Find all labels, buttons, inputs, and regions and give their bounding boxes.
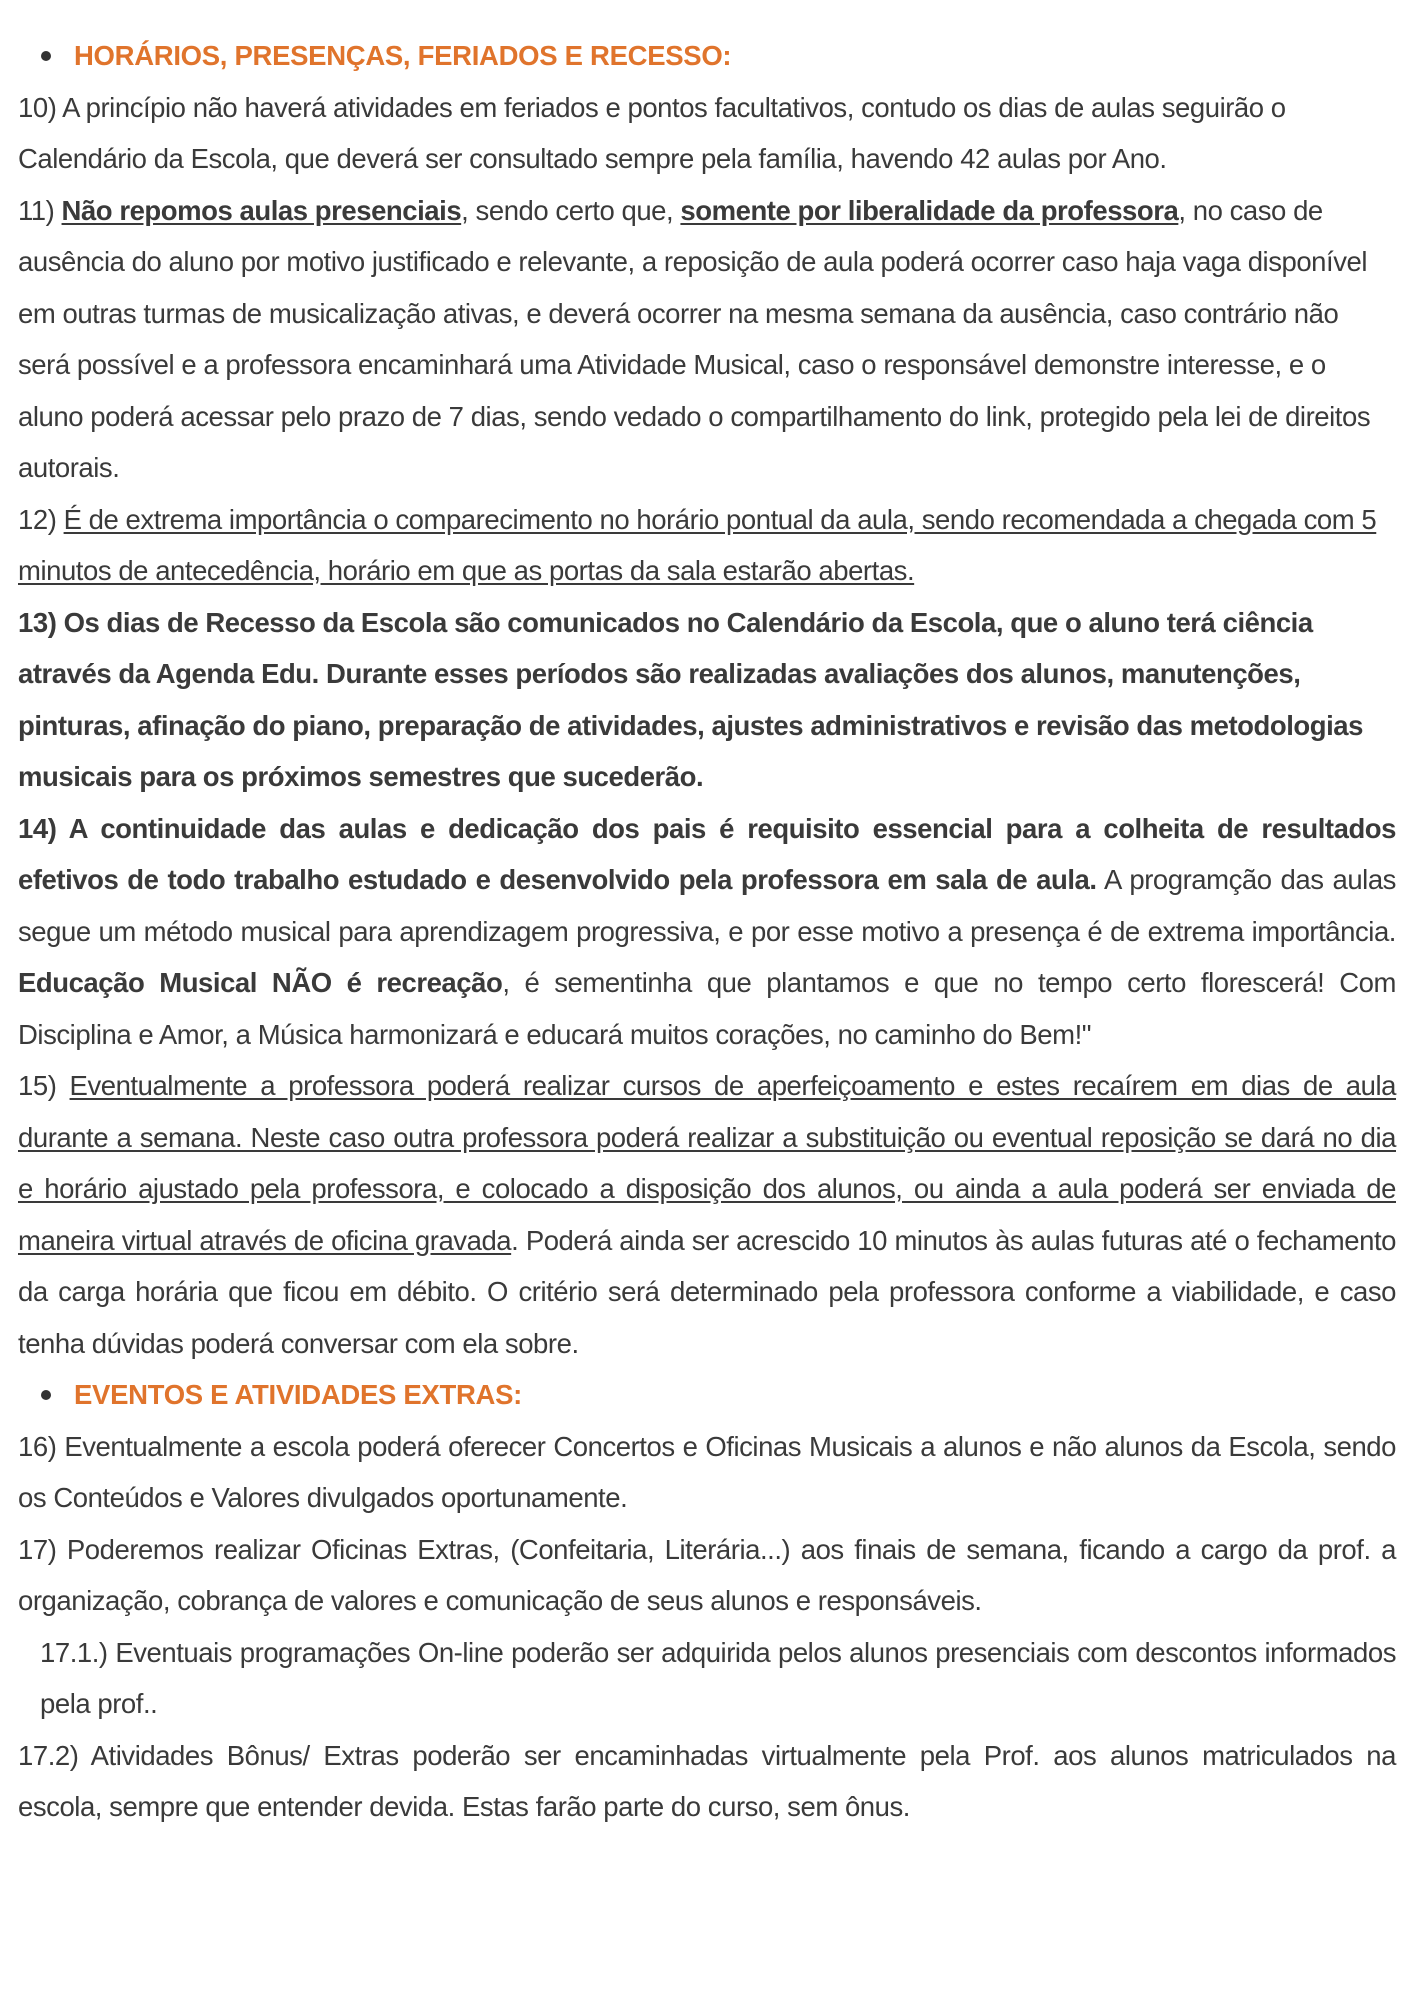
emphasis-text: Não repomos aulas presenciais [61, 194, 462, 226]
paragraph-10: 10) A princípio não haverá atividades em feriados e pontos facultativos, contudo os dias de aulas seguirão o Calendário da Escola, que deverá ser consultado sempre pela família, havendo 42 aulas por Ano. [18, 91, 1286, 174]
item-number: 15) [18, 1070, 70, 1101]
body-text: . Poderá ainda ser acrescido 10 minutos às aulas futuras até o fechamento da carga horária que ficou em débito. O critério será determinado pela professora conforme a viabilidade, e caso tenha dúvidas poderá conversar com ela sobre. [18, 1224, 1396, 1359]
body-text: , é sementinha que plantamos e que no tempo certo florescerá! Com Disciplina e Amor, a Música harmonizará e educará muitos corações, no caminho do Bem!" [18, 967, 1396, 1050]
emphasis-text: somente por liberalidade da professora [680, 194, 1179, 226]
paragraph-16: 16) Eventualmente a escola poderá oferecer Concertos e Oficinas Musicais a alunos e não alunos da Escola, sendo os Conteúdos e Valores divulgados oportunamente. [18, 1430, 1396, 1513]
paragraph-17-1: 17.1.) Eventuais programações On-line poderão ser adquirida pelos alunos presenciais com descontos informados pela prof.. [40, 1636, 1396, 1719]
item-number: 11) [18, 194, 62, 226]
section-heading-text: HORÁRIOS, PRESENÇAS, FERIADOS E RECESSO: [74, 40, 732, 71]
underlined-text: Eventualmente a professora poderá realizar cursos de aperfeiçoamento e estes recaírem em dias de aula durante a semana. Neste caso outra professora poderá realizar a substituição ou eventual reposição se dará no dia e horário ajustado pela professora, e colocado a disposição dos alunos, ou ainda a aula poderá ser enviada de maneira virtual através de oficina gravada [18, 1070, 1397, 1256]
underlined-text: É de extrema importância o comparecimento no horário pontual da aula, sendo recomendada a chegada com 5 minutos de antecedência, horário em que as portas da sala estarão abertas. [18, 503, 1377, 586]
paragraph-17-2: 17.2) Atividades Bônus/ Extras poderão ser encaminhadas virtualmente pela Prof. aos alunos matriculados na escola, sempre que entender devida. Estas farão parte do curso, sem ônus. [18, 1739, 1396, 1822]
bold-text: 14) A continuidade das aulas e dedicação dos pais é requisito essencial para a colheita de resultados efetivos de todo trabalho estudado e desenvolvido pela professora em sala de aula. [18, 812, 1396, 895]
bold-text: 13) Os dias de Recesso da Escola são comunicados no Calendário da Escola, que o aluno terá ciência através da Agenda Edu. Durante esses períodos são realizadas avaliações dos alunos, manutenções, pinturas, afinação do piano, preparação de atividades, ajustes administrativos e revisão das metodologias musicais para os próximos semestres que sucederão. [18, 606, 1363, 792]
body-text: , sendo certo que, [461, 194, 681, 226]
paragraph-17: 17) Poderemos realizar Oficinas Extras, (Confeitaria, Literária...) aos finais de semana, ficando a cargo da prof. a organização, cobrança de valores e comunicação de seus alunos e responsáveis. [18, 1533, 1396, 1616]
paragraph-14 [18, 803, 1396, 1061]
bold-text: Educação Musical NÃO é recreação [18, 967, 503, 998]
bullet-icon [41, 51, 51, 61]
item-number: 12) [18, 503, 64, 535]
body-text: , no caso de ausência do aluno por motivo justificado e relevante, a reposição de aula poderá ocorrer caso haja vaga disponível em outras turmas de musicalização ativas, e deverá ocorrer na mesma semana da ausência, caso contrário não será possível e a professora encaminhará uma Atividade Musical, caso o responsável demonstre interesse, e o aluno poderá acessar pelo prazo de 7 dias, sendo vedado o compartilhamento do link, protegido pela lei de direitos autorais. [18, 194, 1371, 483]
section-heading-horarios [18, 30, 1396, 82]
paragraph-12 [18, 494, 1396, 597]
bullet-icon [41, 1390, 51, 1400]
paragraph-15 [18, 1060, 1396, 1369]
section-heading-text: EVENTOS E ATIVIDADES EXTRAS: [74, 1379, 522, 1410]
section-heading-eventos [18, 1369, 1396, 1421]
paragraph-13 [18, 597, 1396, 803]
paragraph-11 [18, 185, 1396, 494]
body-text: A programção das aulas segue um método musical para aprendizagem progressiva, e por esse motivo a presença é de extrema importância. [18, 864, 1396, 947]
